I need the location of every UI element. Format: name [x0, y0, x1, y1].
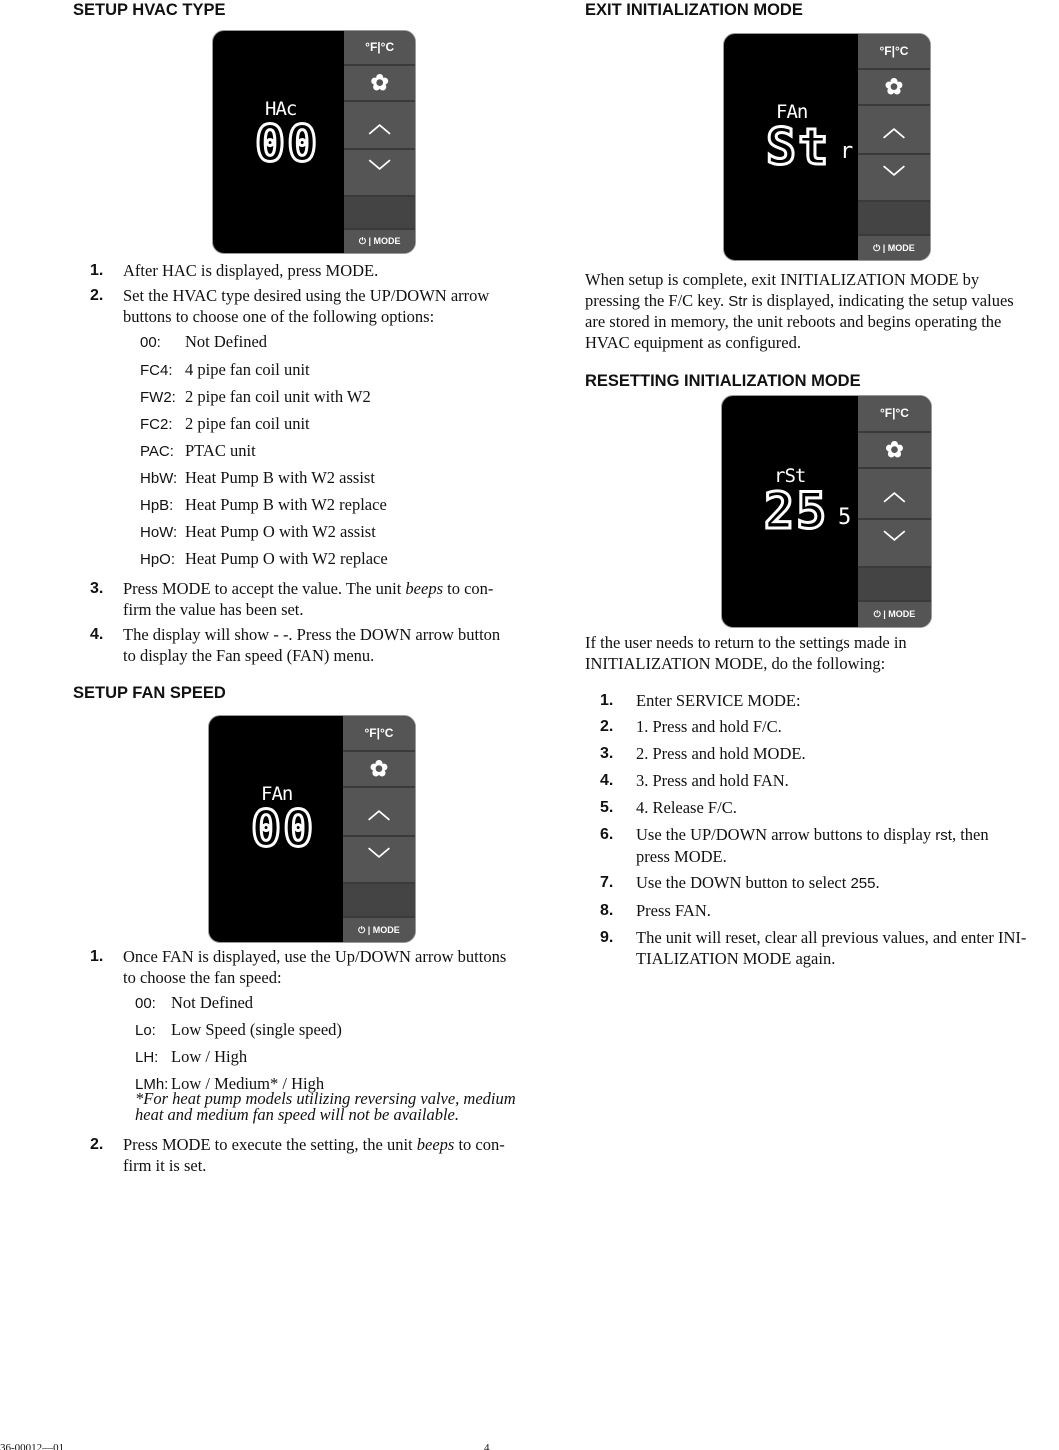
- up-arrow-icon: ︿: [343, 788, 415, 837]
- footer-page-number: 4: [484, 1442, 490, 1450]
- reset-intro: If the user needs to return to the settings made in INITIALIZATION MODE, do the following:: [585, 633, 907, 673]
- step-number: 2.: [90, 1136, 104, 1153]
- step-text: Once FAN is displayed, use the Up/DOWN arrow buttons to choose the fan speed:: [123, 947, 507, 987]
- display-label: FAn: [776, 101, 808, 123]
- thermostat-image-fan: [208, 715, 416, 943]
- fan-note: *For heat pump models utilizing reversing valve, medium heat and medium fan speed will not be available.: [135, 1089, 516, 1124]
- step-number: 1.: [90, 262, 104, 279]
- footer-doc-number: 36-00012—01: [0, 1442, 65, 1450]
- exit-paragraph: When setup is complete, exit INITIALIZATION MODE by pressing the F/C key. Str is displayed, indicating the setup values are stored in memory, the unit reboots and begins operating the HVAC equipment as configured.: [585, 270, 1014, 352]
- down-arrow-icon: ﹀: [858, 155, 930, 202]
- display-suffix: r: [840, 139, 854, 164]
- mode-button: ⏻ | MODE: [873, 242, 915, 253]
- heading-resetting-initialization-mode: RESETTING INITIALIZATION MODE: [585, 372, 861, 390]
- step-text: Press MODE to accept the value. The unit beeps to con- firm the value has been set.: [123, 579, 494, 619]
- display-value: St: [766, 118, 831, 176]
- heading-exit-initialization-mode: EXIT INITIALIZATION MODE: [585, 1, 803, 19]
- fc-button: °F|°C: [343, 716, 415, 752]
- display-label: HAc: [265, 98, 297, 120]
- step-number: 4.: [90, 626, 104, 643]
- display-suffix: 5: [838, 505, 852, 530]
- fc-button: °F|°C: [344, 31, 415, 66]
- fan-icon: ✿: [343, 752, 415, 788]
- fan-icon: ✿: [858, 433, 931, 470]
- thermostat-image-rst: [721, 395, 932, 628]
- step-number: 1.: [90, 948, 104, 965]
- fan-icon: ✿: [858, 70, 930, 106]
- manual-page: SETUP HVAC TYPE HAc 00 °F|°C ✿ ︿ ﹀ ⏻ | MODE 1. After HAC is displayed, press MODE. 2. Set the HVAC type desired using the UP/DOWN arrow buttons to choose one of the following options: 00: Not Defined FC4: 4 pipe fan coil unit FW2: 2 pipe fan coil unit with W2 FC2: 2 pipe fan coil unit PAC: PTAC unit HbW: Heat Pump B with W2 assist HpB: Heat Pump B with W2 replace HoW: Heat Pump O with W2 assist HpO: Heat Pump O with W2 replace 3. Press MODE to accept the value. The unit beeps to con- firm the value has been set. 4. The display will show - -. Press the DOWN arrow button to display the Fan speed (FAN) menu. SETUP FAN SPEED FAn 00 °F|°C ✿ ︿ ﹀ ⏻ | MODE 1. Once FAN is displayed, use the Up/DOWN arrow buttons to choose the fan speed: 00: Not Defined Lo: Low Speed (single speed) LH: Low / High LMh: Low / Medium* / High *For heat pump models utilizing reversing valve, medium heat and medium fan speed will not be available. 2. Press MODE to execute the setting, the unit beeps to con- firm it is set. EXIT INITIALIZATION MODE FAn St r °F|°C ✿ ︿ ﹀ ⏻ | MODE When setup is complete, exit INITIALIZATION MODE by pressing the F/C key. Str is displayed, indicating the setup values are stored in memory, the unit reboots and begins operating the HVAC equipment as configured. RESETTING INITIALIZATION MODE rSt 25 5 °F|°C ✿ ︿ ﹀ ⏻ | MODE If the user needs to return to the settings made in INITIALIZATION MODE, do the following: 1. Enter SERVICE MODE: 2. 1. Press and hold F/C. 3. 2. Press and hold MODE. 4. 3. Press and hold FAN. 5. 4. Release F/C. 6. Use the UP/DOWN arrow buttons to display rst, then press MODE. 7. Use the DOWN button to select 255. 8. Press FAN. 9. The unit will reset, clear all previous values, and enter INI- TIALIZATION MODE again. 36-00012—01 4: [0, 0, 1059, 1450]
- heading-setup-fan-speed: SETUP FAN SPEED: [73, 684, 226, 702]
- mode-button: ⏻ | MODE: [358, 236, 401, 247]
- up-arrow-icon: ︿: [344, 102, 415, 151]
- display-value: 00: [255, 115, 320, 173]
- fc-button: °F|°C: [858, 396, 931, 433]
- step-text: The display will show - -. Press the DOWN arrow button to display the Fan speed (FAN) menu.: [123, 625, 501, 665]
- step-number: 2.: [90, 287, 104, 304]
- heading-setup-hvac-type: SETUP HVAC TYPE: [73, 1, 226, 19]
- down-arrow-icon: ﹀: [343, 837, 415, 884]
- step-number: 3.: [90, 580, 104, 597]
- display-label: FAn: [261, 783, 293, 805]
- down-arrow-icon: ﹀: [858, 520, 931, 568]
- fc-button: °F|°C: [858, 34, 930, 70]
- step-text: Press MODE to execute the setting, the unit beeps to con- firm it is set.: [123, 1135, 505, 1175]
- down-arrow-icon: ﹀: [344, 150, 415, 196]
- step-text: After HAC is displayed, press MODE.: [123, 261, 379, 280]
- thermostat-image-str: [723, 33, 931, 261]
- display-value: 25: [764, 482, 829, 540]
- mode-button: ⏻ | MODE: [873, 609, 916, 620]
- fan-icon: ✿: [344, 66, 415, 101]
- display-value: 00: [251, 800, 316, 858]
- step-text: Set the HVAC type desired using the UP/DOWN arrow buttons to choose one of the following options:: [123, 286, 490, 326]
- display-label: rSt: [774, 465, 806, 487]
- thermostat-image-hac: [212, 30, 416, 254]
- up-arrow-icon: ︿: [858, 469, 931, 520]
- up-arrow-icon: ︿: [858, 106, 930, 155]
- mode-button: ⏻ | MODE: [358, 924, 400, 935]
